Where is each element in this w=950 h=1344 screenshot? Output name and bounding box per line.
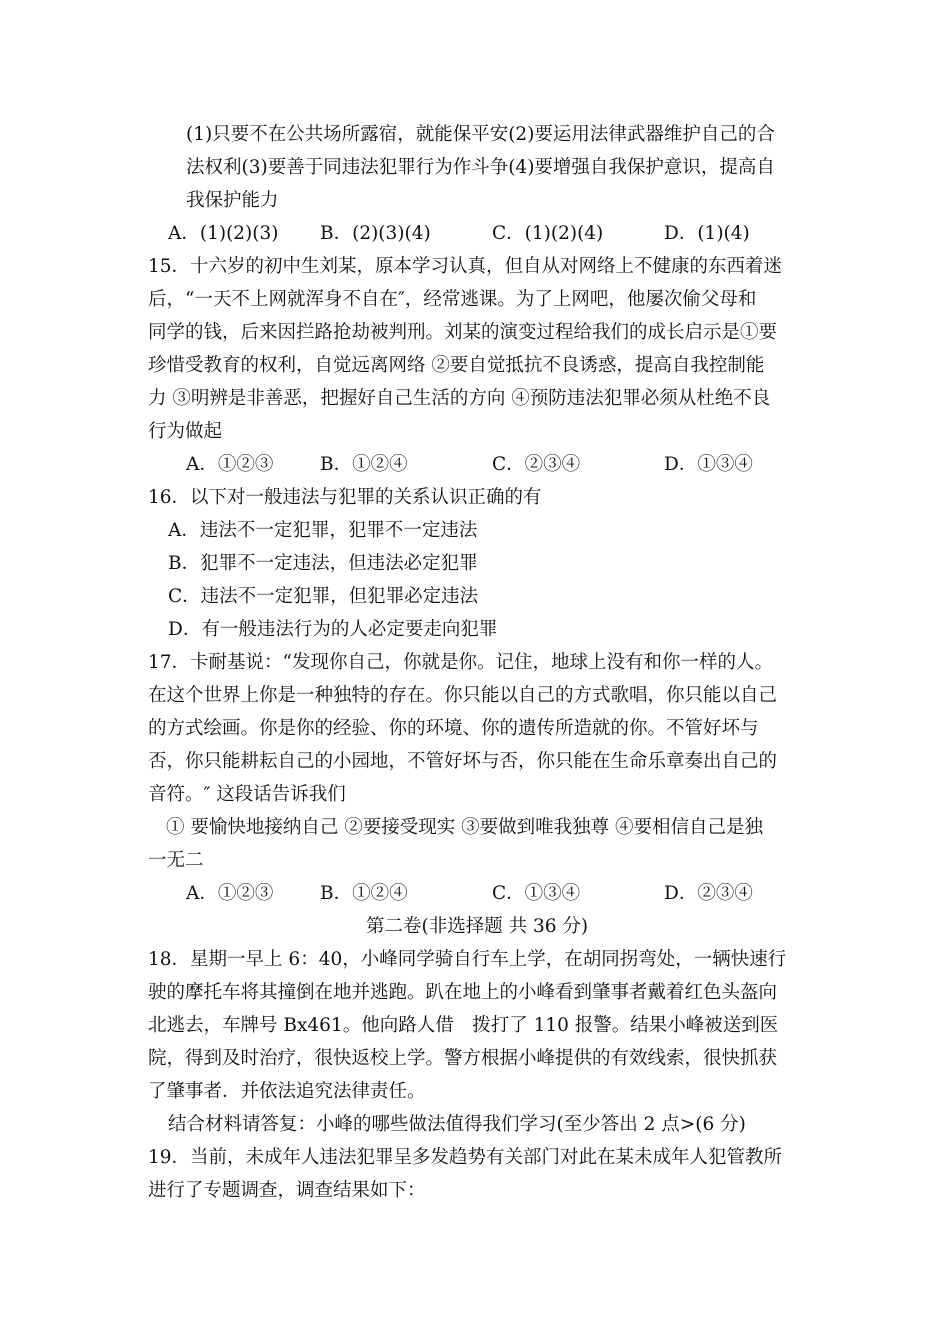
q18-question: 结合材料请答复：小峰的哪些做法值得我们学习(至少答出 2 点>(6 分) <box>168 1114 746 1135</box>
q17-option-d: D．②③④ <box>664 883 753 904</box>
q15-option-d: D．①③④ <box>664 454 753 475</box>
q16-option-b: B．犯罪不一定违法，但违法必定犯罪 <box>168 553 478 574</box>
q14-stem-line-2: 法权利(3)要善于同违法犯罪行为作斗争(4)要增强自我保护意识，提高自 <box>186 157 775 178</box>
q14-option-d: D．(1)(4) <box>664 223 750 244</box>
q15-stem-line-4: 珍惜受教育的权利，自觉远离网络 ②要自觉抵抗不良诱惑，提高自我控制能 <box>148 355 765 376</box>
q17-stem-line-2: 在这个世界上你是一种独特的存在。你只能以自己的方式歌唱，你只能以自己 <box>148 685 778 706</box>
q18-stem-line-3: 北逃去，车牌号 Bx461。他向路人借 拨打了 110 报警。结果小峰被送到医 <box>148 1015 779 1036</box>
q17-stem-line-5: 音符。″ 这段话告诉我们 <box>148 784 346 805</box>
q14-option-c: C．(1)(2)(4) <box>492 223 604 244</box>
q18-stem-line-4: 院，得到及时治疗，很快返校上学。警方根据小峰提供的有效线索，很快抓获 <box>148 1048 778 1069</box>
q17-option-c: C．①③④ <box>492 883 581 904</box>
q14-option-a: A．(1)(2)(3) <box>168 223 279 244</box>
q15-option-b: B．①②④ <box>320 454 408 475</box>
q19-stem-line-2: 进行了专题调查，调查结果如下： <box>148 1180 426 1201</box>
q15-option-a: A．①②③ <box>186 454 274 475</box>
q15-stem-line-2: 后，“一天不上网就浑身不自在″，经常逃课。为了上网吧，他屡次偷父母和 <box>148 289 757 310</box>
section-title: 第二卷(非选择题 共 36 分) <box>366 916 589 937</box>
q15-option-c: C．②③④ <box>492 454 581 475</box>
q18-stem-line-5: 了肇事者．并依法追究法律责任。 <box>148 1081 426 1102</box>
q17-stem-line-3: 的方式绘画。你是你的经验、你的环境、你的遗传所造就的你。不管好坏与 <box>148 718 759 739</box>
q16-option-c: C．违法不一定犯罪，但犯罪必定违法 <box>168 586 479 607</box>
q17-option-a: A．①②③ <box>186 883 274 904</box>
q14-option-b: B．(2)(3)(4) <box>320 223 431 244</box>
q15-stem-line-3: 同学的钱，后来因拦路抢劫被判刑。刘某的演变过程给我们的成长启示是①要 <box>148 322 778 343</box>
q17-items-line-2: 一无二 <box>148 850 204 871</box>
q19-stem-line-1: 19．当前，未成年人违法犯罪呈多发趋势有关部门对此在某未成年人犯管教所 <box>148 1147 783 1168</box>
q15-stem-line-1: 15．十六岁的初中生刘某，原本学习认真，但自从对网络上不健康的东西着迷 <box>148 256 783 277</box>
q15-stem-line-6: 行为做起 <box>148 421 223 442</box>
q18-stem-line-2: 驶的摩托车将其撞倒在地并逃跑。趴在地上的小峰看到肇事者戴着红色头盔向 <box>148 982 778 1003</box>
q17-stem-line-1: 17．卡耐基说：“发现你自己，你就是你。记住，地球上没有和你一样的人。 <box>148 652 774 673</box>
q16-stem: 16．以下对一般违法与犯罪的关系认识正确的有 <box>148 487 542 508</box>
q14-stem-line-3: 我保护能力 <box>186 190 279 211</box>
q17-option-b: B．①②④ <box>320 883 408 904</box>
q15-stem-line-5: 力 ③明辨是非善恶，把握好自己生活的方向 ④预防违法犯罪必须从杜绝不良 <box>148 388 771 409</box>
q16-option-d: D．有一般违法行为的人必定要走向犯罪 <box>168 619 498 640</box>
q17-items-line-1: ① 要愉快地接纳自己 ②要接受现实 ③要做到唯我独尊 ④要相信自己是独 <box>166 817 764 838</box>
q17-stem-line-4: 否，你只能耕耘自己的小园地，不管好坏与否，你只能在生命乐章奏出自己的 <box>148 751 778 772</box>
q18-stem-line-1: 18．星期一早上 6：40，小峰同学骑自行车上学，在胡同拐弯处，一辆快速行 <box>148 949 787 970</box>
q16-option-a: A．违法不一定犯罪，犯罪不一定违法 <box>168 520 478 541</box>
q14-stem-line-1: (1)只要不在公共场所露宿，就能保平安(2)要运用法律武器维护自己的合 <box>186 124 775 145</box>
